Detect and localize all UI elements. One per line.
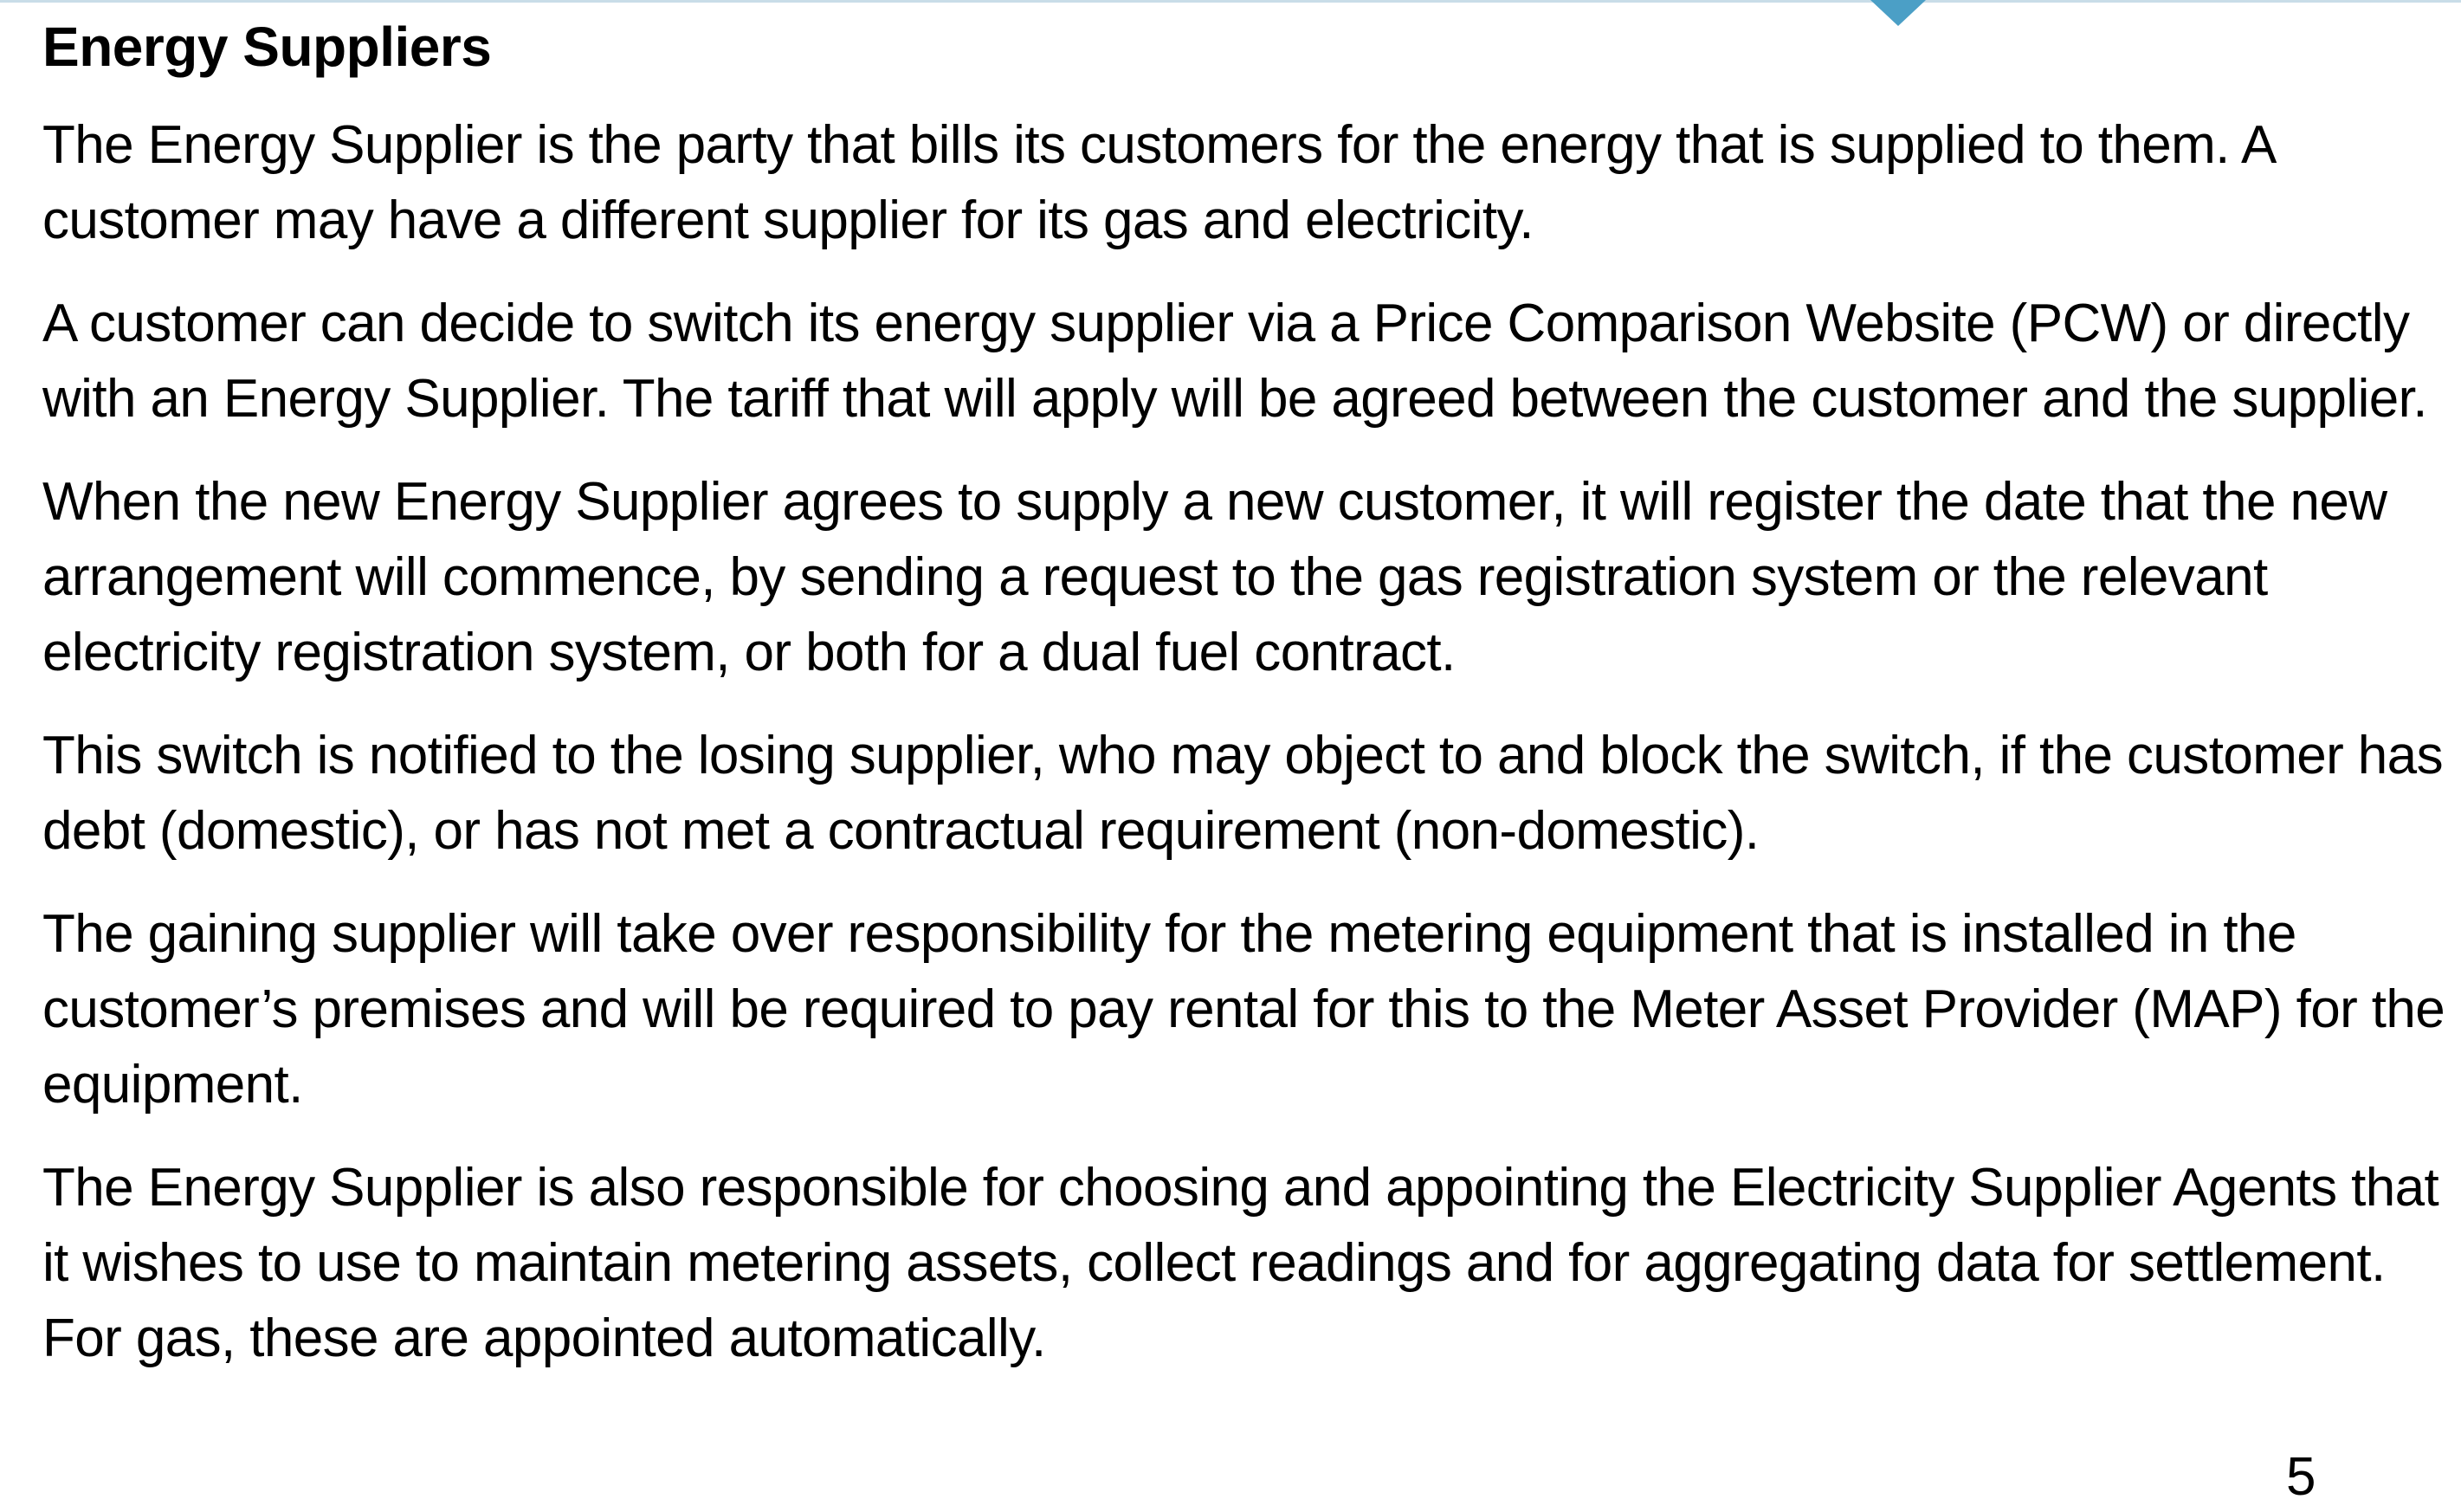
slide-content bbox=[42, 12, 2450, 1404]
paragraph-1: The Energy Supplier is the party that bills its customers for the energy that is supplied to them. A customer may have a different supplier for its gas and electricity. bbox=[42, 115, 2274, 250]
page-number: 5 bbox=[2286, 1447, 2316, 1507]
paragraph-6: The Energy Supplier is also responsible for choosing and appointing the Electricity Supplier Agents that it wishes to use to maintain metering assets, collect readings and for aggregating data for settlement. For gas, these are appointed automatically. bbox=[42, 1158, 2439, 1368]
header-rule bbox=[0, 0, 2461, 3]
paragraph-3: When the new Energy Supplier agrees to supply a new customer, it will register the date that the new arrangement will commence, by sending a request to the gas registration system or the relevant electricity registration system, or both for a dual fuel contract. bbox=[42, 472, 2387, 682]
paragraph-5: The gaining supplier will take over responsibility for the metering equipment that is installed in the customer’s premises and will be required to pay rental for this to the Meter Asset Provider (MAP) for the equipment. bbox=[42, 904, 2445, 1115]
paragraph-4: This switch is notified to the losing supplier, who may object to and block the switch, if the customer has debt (domestic), or has not met a contractual requirement (non-domestic). bbox=[42, 726, 2443, 861]
paragraph-2: A customer can decide to switch its energy supplier via a Price Comparison Website (PCW) or directly with an Energy Supplier. The tariff that will apply will be agreed between the customer and the supplier. bbox=[42, 294, 2427, 429]
slide-title: Energy Suppliers bbox=[42, 16, 492, 78]
